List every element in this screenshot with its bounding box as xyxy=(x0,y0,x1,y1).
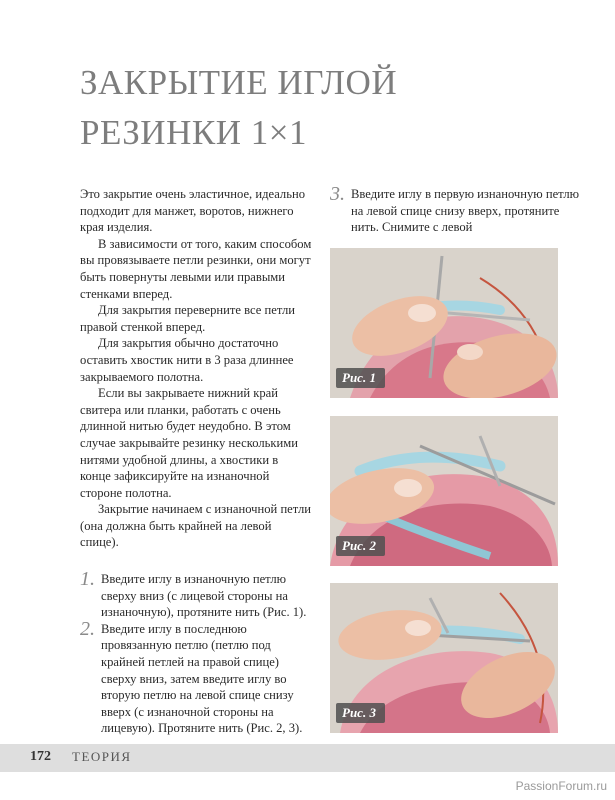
intro-paragraph: Если вы закрываете нижний край свитера или планки, работать с очень длинной нитью будет неудобно. В этом случае закрывайте резинку несколькими нитями удобной длины, а хвостики в конце зафиксируйте на изнаночной стороне полотна. xyxy=(80,386,298,500)
step-number: 2. xyxy=(80,617,95,640)
step-text: Введите иглу в последнюю провязанную петлю (петлю под крайней петлей на правой спице) сверху вниз, затем введите иглу во вторую петлю на левой спице снизу вверх (с изнаночной стороны на лицевую). Протяните нить (Рис. 2, 3). xyxy=(101,621,303,736)
page-footer xyxy=(0,744,615,772)
step-number: 3. xyxy=(330,183,345,205)
intro-paragraph: Для закрытия обычно достаточно оставить хвостик нити в 3 раза длиннее закрываемого полотна. xyxy=(80,336,294,384)
step-3 xyxy=(330,183,583,236)
intro-paragraph: Для закрытия переверните все петли правой стенкой вперед. xyxy=(80,303,296,334)
figure-3-photo xyxy=(330,583,558,733)
intro-paragraph: Закрытие начинаем с изнаночной петли (она должна быть крайней на левой спице). xyxy=(80,502,311,550)
figure-1-photo xyxy=(330,248,558,398)
figure-label: Рис. 1 xyxy=(336,368,385,388)
figure-2-photo xyxy=(330,416,558,566)
step-text: Введите иглу в изнаночную петлю сверху вниз (с лицевой стороны на изнаночную), протяните нить (Рис. 1). xyxy=(101,572,307,620)
step-number: 1. xyxy=(80,568,95,590)
intro-text xyxy=(80,186,312,551)
watermark: PassionForum.ru xyxy=(515,779,607,793)
title-line-1: ЗАКРЫТИЕ ИГЛОЙ xyxy=(80,63,398,102)
steps-list xyxy=(80,568,312,737)
section-name: ТЕОРИЯ xyxy=(72,749,132,764)
page-title xyxy=(80,58,397,158)
figure-label: Рис. 2 xyxy=(336,536,385,556)
intro-paragraph: В зависимости от того, каким способом вы провязываете петли резинки, они могут быть повернуты левыми или правыми стенками вперед. xyxy=(80,236,312,301)
step-text: Введите иглу в первую изнаночную петлю на левой спице снизу вверх, протяните нить. Снимите с левой xyxy=(351,187,580,235)
title-line-2: РЕЗИНКИ 1×1 xyxy=(80,113,307,152)
page-number: 172 xyxy=(30,749,51,764)
step-1 xyxy=(80,568,312,621)
step-2 xyxy=(80,617,312,737)
intro-paragraph: Это закрытие очень эластичное, идеально подходит для манжет, воротов, нижнего края изделия. xyxy=(80,187,305,235)
figure-label: Рис. 3 xyxy=(336,703,385,723)
